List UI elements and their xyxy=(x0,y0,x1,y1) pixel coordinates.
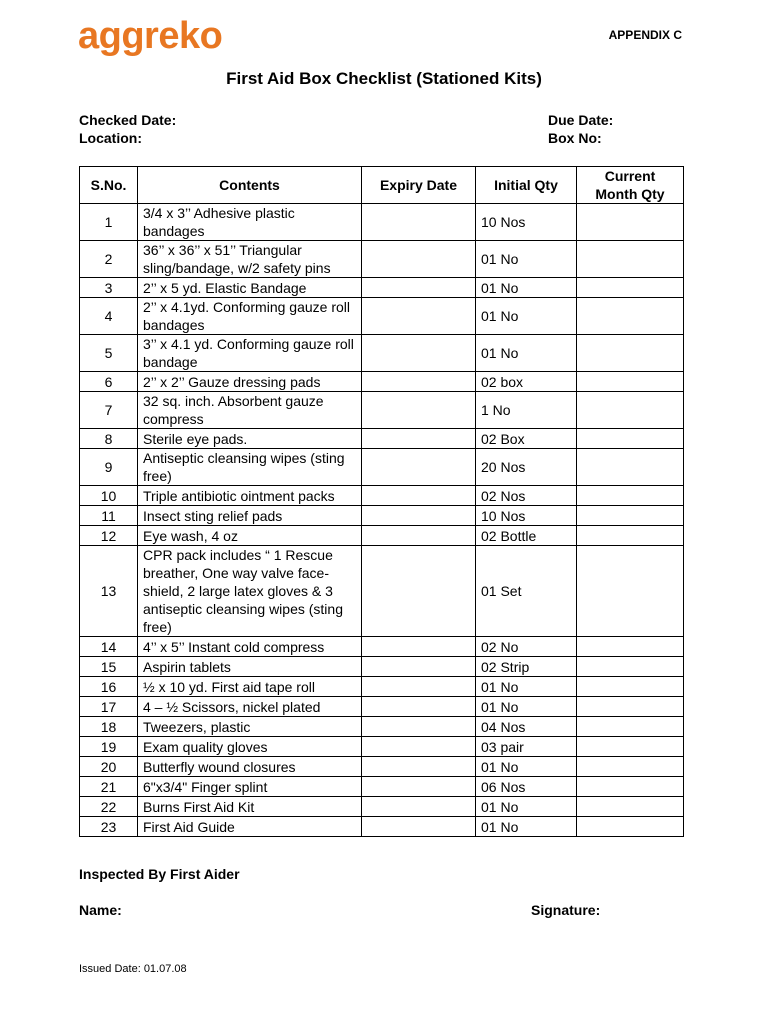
page-title: First Aid Box Checklist (Stationed Kits) xyxy=(226,69,542,88)
row-expiry-date xyxy=(362,757,476,777)
row-contents: 6"x3/4" Finger splint xyxy=(138,777,362,797)
table-row xyxy=(80,298,684,335)
table-row xyxy=(80,777,684,797)
row-initial-qty: 02 No xyxy=(476,637,577,657)
row-contents: 3’’ x 4.1 yd. Conforming gauze roll bandage xyxy=(138,335,362,372)
row-initial-qty: 10 Nos xyxy=(476,506,577,526)
box-no-label: Box No: xyxy=(548,130,602,146)
row-contents: Insect sting relief pads xyxy=(138,506,362,526)
row-expiry-date xyxy=(362,777,476,797)
row-expiry-date xyxy=(362,637,476,657)
table-row xyxy=(80,697,684,717)
name-label: Name: xyxy=(79,902,122,918)
table-row xyxy=(80,204,684,241)
row-initial-qty: 1 No xyxy=(476,392,577,429)
row-current-month-qty xyxy=(577,204,684,241)
row-current-month-qty xyxy=(577,335,684,372)
row-current-month-qty xyxy=(577,526,684,546)
table-row xyxy=(80,657,684,677)
due-date-label: Due Date: xyxy=(548,112,614,128)
row-contents: 4’’ x 5’’ Instant cold compress xyxy=(138,637,362,657)
row-contents: 4 – ½ Scissors, nickel plated xyxy=(138,697,362,717)
row-initial-qty: 02 box xyxy=(476,372,577,392)
row-expiry-date xyxy=(362,817,476,837)
row-expiry-date xyxy=(362,737,476,757)
row-initial-qty: 02 Box xyxy=(476,429,577,449)
table-row xyxy=(80,429,684,449)
row-initial-qty: 01 Set xyxy=(476,546,577,637)
row-current-month-qty xyxy=(577,298,684,335)
row-current-month-qty xyxy=(577,777,684,797)
row-expiry-date xyxy=(362,677,476,697)
row-current-month-qty xyxy=(577,717,684,737)
aggreko-logo: aggreko xyxy=(78,15,223,57)
row-contents: Aspirin tablets xyxy=(138,657,362,677)
table-row xyxy=(80,335,684,372)
row-expiry-date xyxy=(362,506,476,526)
row-initial-qty: 02 Nos xyxy=(476,486,577,506)
row-initial-qty: 10 Nos xyxy=(476,204,577,241)
row-initial-qty: 01 No xyxy=(476,241,577,278)
header-sno: S.No. xyxy=(80,167,138,204)
table-row xyxy=(80,372,684,392)
row-contents: 2’’ x 4.1yd. Conforming gauze roll bandages xyxy=(138,298,362,335)
row-sno: 5 xyxy=(80,335,138,372)
row-current-month-qty xyxy=(577,697,684,717)
row-expiry-date xyxy=(362,797,476,817)
row-initial-qty: 01 No xyxy=(476,817,577,837)
checklist-body xyxy=(80,204,684,837)
row-sno: 20 xyxy=(80,757,138,777)
row-current-month-qty xyxy=(577,392,684,429)
row-contents: Sterile eye pads. xyxy=(138,429,362,449)
row-contents: 32 sq. inch. Absorbent gauze compress xyxy=(138,392,362,429)
row-expiry-date xyxy=(362,392,476,429)
table-row xyxy=(80,637,684,657)
row-expiry-date xyxy=(362,372,476,392)
inspected-by-label: Inspected By First Aider xyxy=(79,866,240,882)
row-expiry-date xyxy=(362,204,476,241)
row-sno: 12 xyxy=(80,526,138,546)
row-initial-qty: 04 Nos xyxy=(476,717,577,737)
row-initial-qty: 20 Nos xyxy=(476,449,577,486)
row-expiry-date xyxy=(362,717,476,737)
table-row xyxy=(80,546,684,637)
row-current-month-qty xyxy=(577,637,684,657)
row-initial-qty: 01 No xyxy=(476,697,577,717)
row-current-month-qty xyxy=(577,737,684,757)
row-current-month-qty xyxy=(577,241,684,278)
row-contents: Burns First Aid Kit xyxy=(138,797,362,817)
row-expiry-date xyxy=(362,429,476,449)
row-sno: 1 xyxy=(80,204,138,241)
row-initial-qty: 01 No xyxy=(476,677,577,697)
table-row xyxy=(80,241,684,278)
row-expiry-date xyxy=(362,697,476,717)
row-current-month-qty xyxy=(577,372,684,392)
row-current-month-qty xyxy=(577,449,684,486)
row-contents: Eye wash, 4 oz xyxy=(138,526,362,546)
row-current-month-qty xyxy=(577,546,684,637)
row-current-month-qty xyxy=(577,278,684,298)
row-sno: 9 xyxy=(80,449,138,486)
meta-right xyxy=(548,111,613,147)
row-initial-qty: 03 pair xyxy=(476,737,577,757)
checked-date-label: Checked Date: xyxy=(79,112,177,128)
row-expiry-date xyxy=(362,241,476,278)
location-label: Location: xyxy=(79,130,142,146)
table-row xyxy=(80,506,684,526)
row-current-month-qty xyxy=(577,757,684,777)
row-expiry-date xyxy=(362,449,476,486)
row-sno: 6 xyxy=(80,372,138,392)
row-current-month-qty xyxy=(577,506,684,526)
row-initial-qty: 01 No xyxy=(476,757,577,777)
row-sno: 15 xyxy=(80,657,138,677)
row-initial-qty: 01 No xyxy=(476,335,577,372)
row-current-month-qty xyxy=(577,486,684,506)
row-current-month-qty xyxy=(577,797,684,817)
row-contents: 36’’ x 36’’ x 51’’ Triangular sling/bandage, w/2 safety pins xyxy=(138,241,362,278)
row-current-month-qty xyxy=(577,657,684,677)
row-contents: 3/4 x 3’’ Adhesive plastic bandages xyxy=(138,204,362,241)
table-row xyxy=(80,717,684,737)
row-contents: Butterfly wound closures xyxy=(138,757,362,777)
row-sno: 21 xyxy=(80,777,138,797)
row-contents: ½ x 10 yd. First aid tape roll xyxy=(138,677,362,697)
row-expiry-date xyxy=(362,657,476,677)
row-contents: CPR pack includes “ 1 Rescue breather, One way valve face-shield, 2 large latex gloves & 3 antiseptic cleansing wipes (sting free) xyxy=(138,546,362,637)
table-row xyxy=(80,817,684,837)
row-current-month-qty xyxy=(577,429,684,449)
row-current-month-qty xyxy=(577,817,684,837)
row-expiry-date xyxy=(362,486,476,506)
row-expiry-date xyxy=(362,546,476,637)
row-contents: Triple antibiotic ointment packs xyxy=(138,486,362,506)
row-initial-qty: 01 No xyxy=(476,298,577,335)
header-initial-qty: Initial Qty xyxy=(476,167,577,204)
row-sno: 17 xyxy=(80,697,138,717)
table-row xyxy=(80,677,684,697)
appendix-label: APPENDIX C xyxy=(608,28,682,42)
row-sno: 3 xyxy=(80,278,138,298)
row-sno: 4 xyxy=(80,298,138,335)
row-initial-qty: 01 No xyxy=(476,797,577,817)
row-contents: Tweezers, plastic xyxy=(138,717,362,737)
table-row xyxy=(80,278,684,298)
row-current-month-qty xyxy=(577,677,684,697)
row-initial-qty: 02 Bottle xyxy=(476,526,577,546)
row-expiry-date xyxy=(362,335,476,372)
table-row xyxy=(80,526,684,546)
row-contents: 2’’ x 2’’ Gauze dressing pads xyxy=(138,372,362,392)
row-expiry-date xyxy=(362,526,476,546)
row-sno: 23 xyxy=(80,817,138,837)
checklist-table xyxy=(79,166,684,837)
row-sno: 18 xyxy=(80,717,138,737)
row-sno: 2 xyxy=(80,241,138,278)
row-sno: 11 xyxy=(80,506,138,526)
table-row xyxy=(80,486,684,506)
row-sno: 7 xyxy=(80,392,138,429)
row-contents: Exam quality gloves xyxy=(138,737,362,757)
table-row xyxy=(80,392,684,429)
row-expiry-date xyxy=(362,298,476,335)
row-sno: 22 xyxy=(80,797,138,817)
table-row xyxy=(80,797,684,817)
table-header-row xyxy=(80,167,684,204)
row-expiry-date xyxy=(362,278,476,298)
table-row xyxy=(80,757,684,777)
issued-date: Issued Date: 01.07.08 xyxy=(79,963,187,975)
row-sno: 8 xyxy=(80,429,138,449)
row-sno: 10 xyxy=(80,486,138,506)
signature-label: Signature: xyxy=(531,902,601,918)
table-row xyxy=(80,449,684,486)
row-contents: Antiseptic cleansing wipes (sting free) xyxy=(138,449,362,486)
row-contents: First Aid Guide xyxy=(138,817,362,837)
meta-left xyxy=(79,111,176,147)
row-sno: 13 xyxy=(80,546,138,637)
header-expiry-date: Expiry Date xyxy=(362,167,476,204)
row-sno: 16 xyxy=(80,677,138,697)
row-initial-qty: 01 No xyxy=(476,278,577,298)
table-row xyxy=(80,737,684,757)
row-sno: 19 xyxy=(80,737,138,757)
row-initial-qty: 02 Strip xyxy=(476,657,577,677)
row-initial-qty: 06 Nos xyxy=(476,777,577,797)
row-sno: 14 xyxy=(80,637,138,657)
header-contents: Contents xyxy=(138,167,362,204)
row-contents: 2’’ x 5 yd. Elastic Bandage xyxy=(138,278,362,298)
header-current-month-qty: Current Month Qty xyxy=(577,167,684,204)
